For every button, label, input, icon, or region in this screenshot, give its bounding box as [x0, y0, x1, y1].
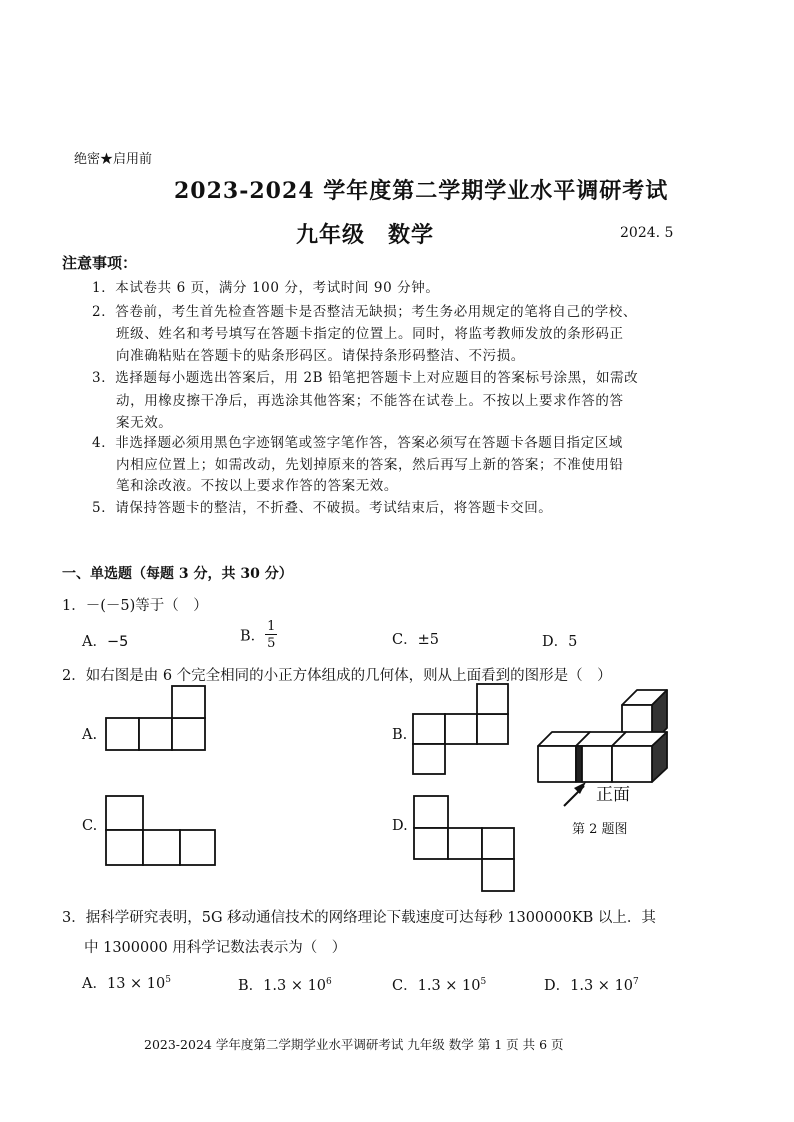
q3-option-b	[238, 974, 332, 995]
option-label: A．	[82, 976, 107, 992]
option-label: C．	[392, 632, 418, 648]
option-base: 1.3 × 10	[417, 978, 481, 994]
notes-heading: 注意事项：	[62, 254, 138, 272]
exam-date: 2024. 5	[620, 225, 674, 241]
option-label: B．	[238, 978, 264, 994]
option-label: C．	[392, 978, 418, 994]
option-exponent: 5	[480, 977, 487, 988]
note-line: 2．答卷前，考生首先检查答题卡是否整洁无缺损；考生务必用规定的笔将自己的学校、	[92, 304, 637, 320]
fraction-denominator: 5	[267, 636, 276, 651]
q3-option-a	[82, 972, 171, 993]
option-exponent: 5	[165, 975, 171, 986]
exam-title: 2023-2024 学年度第二学期学业水平调研考试	[174, 178, 669, 204]
note-line: 3．选择题每小题选出答案后，用 2B 铅笔把答题卡上对应题目的答案标号涂黑，如需改	[92, 370, 639, 386]
fraction-numerator: 1	[267, 619, 276, 634]
option-label: D．	[544, 978, 571, 994]
question-3-stem-line2: 中 1300000 用科学记数法表示为（ ）	[84, 940, 347, 956]
exam-subtitle: 九年级 数学	[296, 222, 435, 248]
page-footer: 2023-2024 学年度第二学期学业水平调研考试 九年级 数学 第 1 页 共 6 页	[144, 1037, 564, 1052]
front-view-label: 正面	[596, 785, 630, 805]
option-exponent: 7	[633, 977, 639, 988]
q2-option-b-label: B.	[392, 727, 408, 743]
option-exponent: 6	[326, 977, 332, 988]
note-line: 动，用橡皮擦干净后，再选涂其他答案；不能答在试卷上。不按以上要求作答的答	[116, 393, 624, 409]
note-line: 内相应位置上；如需改动，先划掉原来的答案，然后再写上新的答案；不准使用铅	[116, 457, 624, 473]
question-2-stem: 2．如右图是由 6 个完全相同的小正方体组成的几何体，则从上面看到的图形是（ ）	[62, 668, 612, 684]
option-value: −5	[106, 634, 129, 650]
note-line: 4．非选择题必须用黑色字迹钢笔或签字笔作答，答案必须写在答题卡各题目指定区域	[92, 435, 623, 451]
option-base: 1.3 × 10	[570, 978, 634, 994]
q3-option-d	[544, 974, 639, 995]
option-base: 1.3 × 10	[263, 978, 327, 994]
option-label: A．	[82, 634, 107, 650]
q2-option-c-label: C.	[82, 818, 98, 834]
option-value: 5	[568, 634, 578, 650]
option-label: B．	[240, 628, 266, 645]
option-label: D．	[542, 634, 569, 650]
section-title: 一、单选题（每题 3 分，共 30 分）	[62, 566, 293, 582]
q2-option-d-label: D.	[392, 818, 408, 834]
question-3-stem-line1: 3．据科学研究表明，5G 移动通信技术的网络理论下载速度可达每秒 1300000KB 以上．其	[62, 910, 656, 926]
q2-option-a-label: A.	[82, 727, 98, 743]
note-line: 案无效。	[116, 415, 173, 431]
option-base: 13 × 10	[106, 976, 166, 992]
note-line: 笔和涂改液。不按以上要求作答的答案无效。	[116, 478, 398, 494]
note-line: 班级、姓名和考号填写在答题卡指定的位置上。同时，将监考教师发放的条形码正	[116, 326, 624, 342]
note-line: 5．请保持答题卡的整洁，不折叠、不破损。考试结束后，将答题卡交回。	[92, 500, 553, 516]
note-line: 向准确粘贴在答题卡的贴条形码区。请保持条形码整洁、不污损。	[116, 348, 525, 364]
option-value: ±5	[417, 632, 439, 648]
q3-option-c	[392, 974, 486, 995]
figure-caption: 第 2 题图	[572, 822, 628, 837]
note-line: 1．本试卷共 6 页，满分 100 分，考试时间 90 分钟。	[92, 280, 440, 296]
confidential-label: 绝密★启用前	[74, 152, 153, 167]
question-1-stem: 1．－(－5)等于（ ）	[62, 598, 208, 614]
